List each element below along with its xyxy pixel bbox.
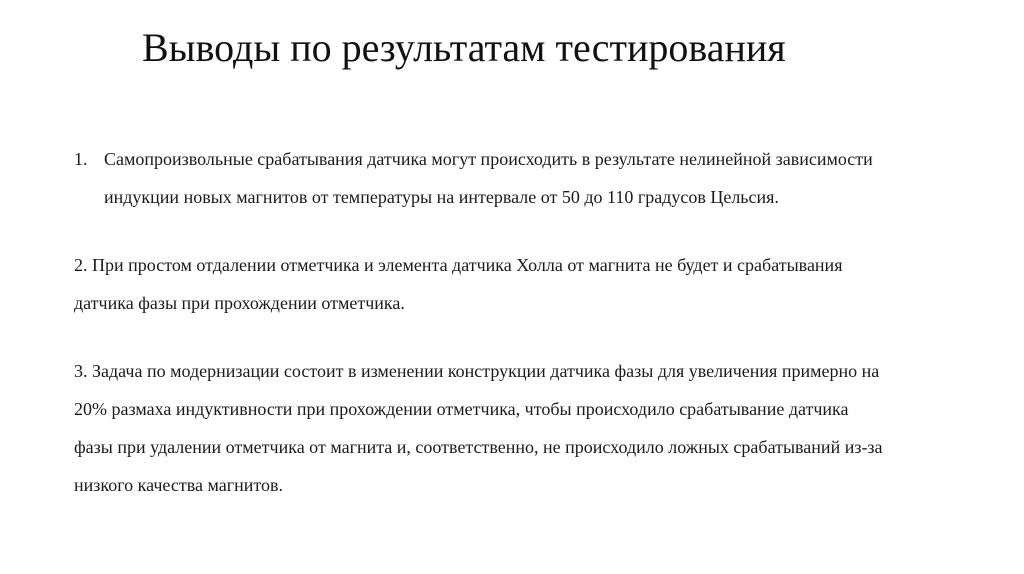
text-line: 20% размаха индуктивности при прохождении отметчика, чтобы происходило срабатывание датчика — [74, 399, 849, 419]
text-line: 3. Задача по модернизации состоит в изменении конструкции датчика фазы для увеличения примерно на — [74, 361, 880, 381]
conclusion-item-1 — [74, 140, 974, 216]
slide-title: Выводы по результатам тестирования — [142, 25, 786, 70]
text-line: индукции новых магнитов от температуры на интервале от 50 до 110 градусов Цельсия. — [104, 187, 779, 207]
text-line: Самопроизвольные срабатывания датчика могут происходить в результате нелинейной зависимости — [104, 149, 873, 169]
conclusion-item-2 — [74, 246, 954, 322]
text-line: 2. При простом отдалении отметчика и элемента датчика Холла от магнита не будет и срабатывания — [74, 255, 843, 275]
item-text — [104, 140, 954, 216]
conclusion-item-3 — [74, 352, 954, 504]
item-number: 1. — [74, 149, 88, 169]
text-line: датчика фазы при прохождении отметчика. — [74, 293, 405, 313]
text-line: низкого качества магнитов. — [74, 475, 284, 495]
slide-content — [74, 140, 974, 504]
text-line: фазы при удалении отметчика от магнита и, соответственно, не происходило ложных срабатываний из-за — [74, 437, 883, 457]
